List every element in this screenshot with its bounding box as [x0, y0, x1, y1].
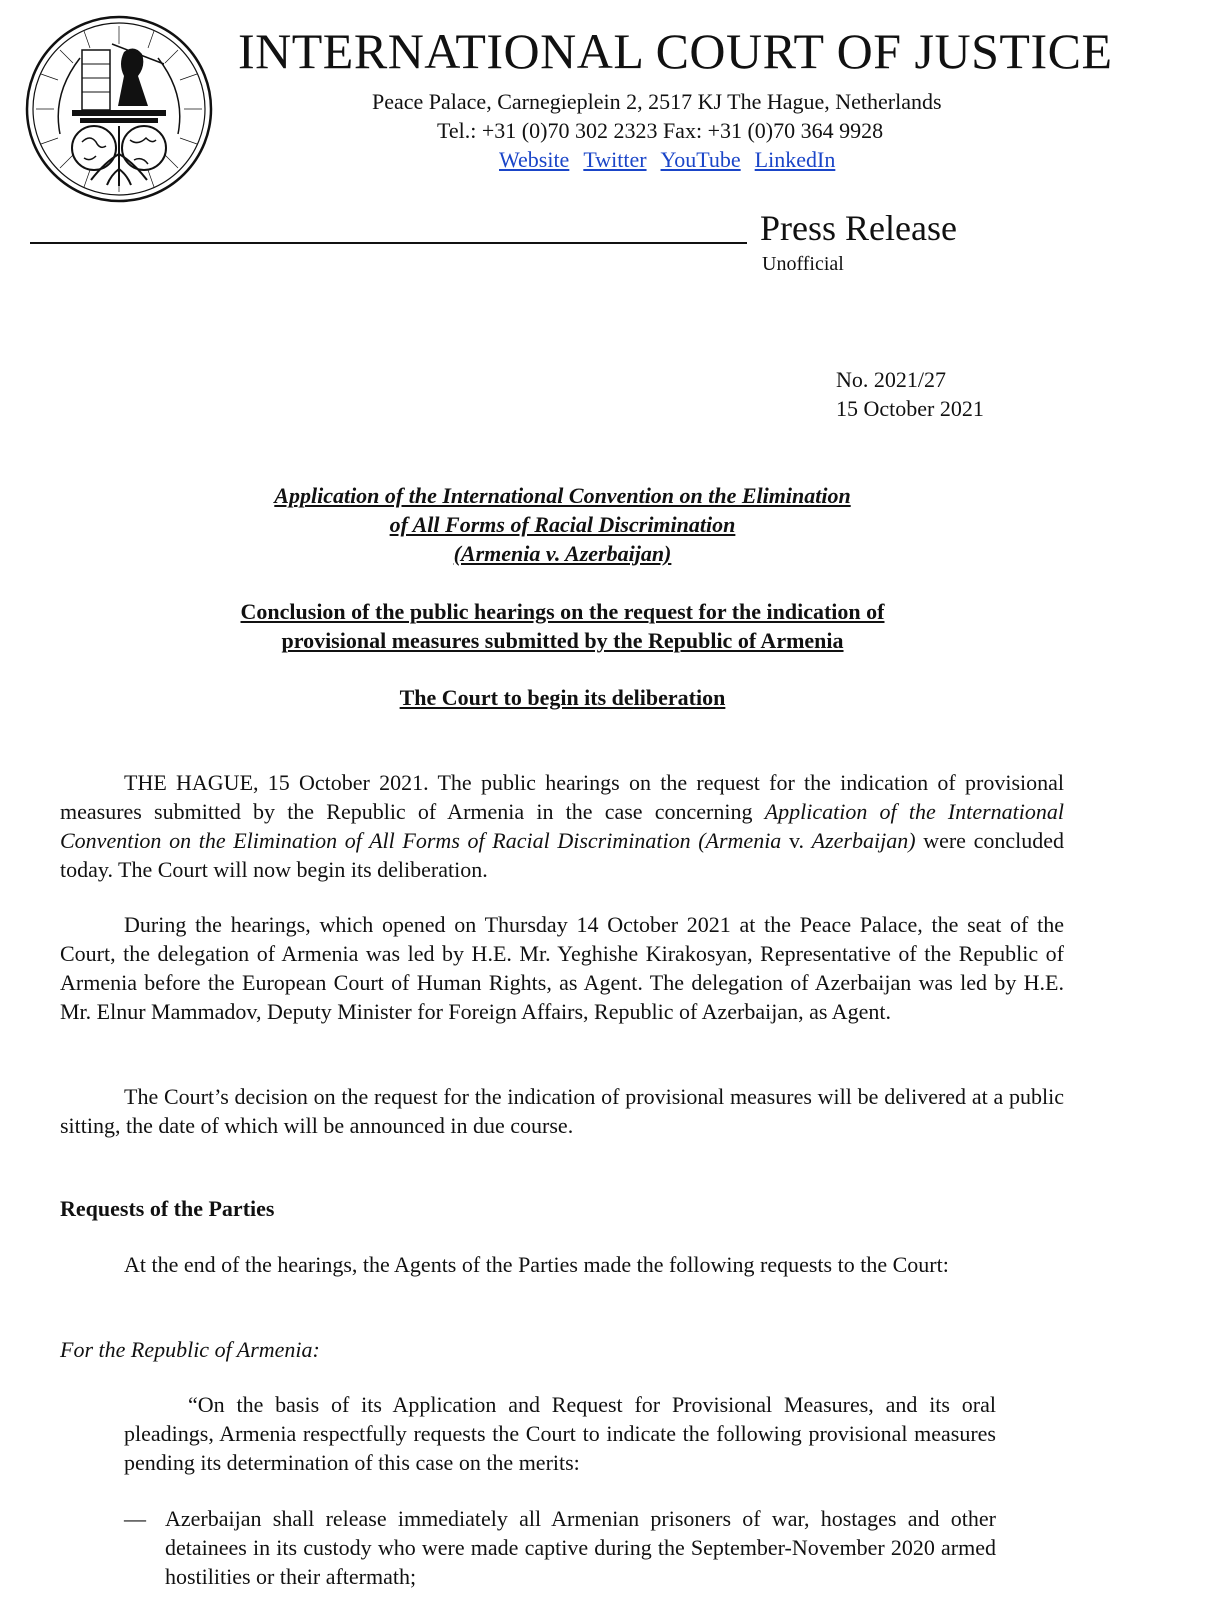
list-dash: —	[124, 1506, 146, 1531]
p1-versus: v.	[781, 828, 812, 853]
quote-text: “On the basis of its Application and Request for Provisional Measures, and its oral pleadings, Armenia respectfully requests the Court to indicate the following provisional measures pending its determination of this case on the merits:	[124, 1392, 996, 1475]
headline-line-2: provisional measures submitted by the Republic of Armenia	[281, 628, 844, 653]
paragraph-2	[60, 910, 1064, 1026]
paragraph-1	[60, 768, 1064, 884]
provisional-measure-1: Azerbaijan shall release immediately all Armenian prisoners of war, hostages and other detainees in its custody who were made captive during the September-November 2020 armed hostilities or their aftermath;	[165, 1506, 996, 1589]
p1-text-b: were concluded today. The Court will now begin its deliberation.	[60, 828, 1064, 882]
twitter-link[interactable]: Twitter	[583, 147, 647, 172]
press-release-label: Press Release	[760, 208, 957, 248]
armenia-request-quote	[124, 1390, 996, 1477]
p2-text: During the hearings, which opened on Thursday 14 October 2021 at the Peace Palace, the seat of the Court, the delegation of Armenia was led by H.E. Mr. Yeghishe Kirakosyan, Representative of the Republic of Armenia before the European Court of Human Rights, as Agent. The delegation of Azerbaijan was led by H.E. Mr. Elnur Mammadov, Deputy Minister for Foreign Affairs, Republic of Azerbaijan, as Agent.	[60, 912, 1064, 1024]
website-link[interactable]: Website	[499, 147, 570, 172]
p1-text-a: THE HAGUE, 15 October 2021. The public hearings on the request for the indication of provisional measures submitted by the Republic of Armenia in the case concerning	[60, 770, 1064, 824]
requests-intro-text: At the end of the hearings, the Agents of the Parties made the following requests to the Court:	[124, 1252, 949, 1277]
case-title-line-2: of All Forms of Racial Discrimination	[389, 512, 736, 537]
paragraph-3	[60, 1082, 1064, 1140]
p3-text: The Court’s decision on the request for the indication of provisional measures will be delivered at a public sitting, the date of which will be announced in due course.	[60, 1084, 1064, 1138]
requests-intro	[60, 1250, 949, 1279]
case-title-line-3: (Armenia v. Azerbaijan)	[453, 541, 672, 566]
headline	[0, 597, 1125, 655]
youtube-link[interactable]: YouTube	[660, 147, 741, 172]
court-address: Peace Palace, Carnegieplein 2, 2517 KJ The Hague, Netherlands	[372, 89, 942, 114]
release-number: No. 2021/27	[836, 367, 946, 392]
p1-case-name: Application of the International Convention on the Elimination of All Forms of Racial Discrimination (Armenia	[60, 799, 1064, 853]
requests-heading: Requests of the Parties	[60, 1196, 275, 1221]
court-name-heading: INTERNATIONAL COURT OF JUSTICE	[238, 23, 1113, 79]
social-links	[499, 149, 849, 171]
unofficial-label: Unofficial	[762, 253, 844, 275]
court-phone-fax: Tel.: +31 (0)70 302 2323 Fax: +31 (0)70 364 9928	[437, 118, 884, 143]
header-rule	[30, 242, 747, 244]
p1-case-name-end: Azerbaijan)	[811, 828, 916, 853]
icj-seal-emblem	[24, 14, 214, 204]
subheadline: The Court to begin its deliberation	[399, 685, 726, 710]
case-title-line-1: Application of the International Convention on the Elimination	[274, 483, 851, 508]
linkedin-link[interactable]: LinkedIn	[754, 147, 836, 172]
case-title	[0, 481, 1125, 568]
release-date: 15 October 2021	[836, 396, 984, 421]
headline-line-1: Conclusion of the public hearings on the request for the indication of	[240, 599, 885, 624]
for-armenia-label: For the Republic of Armenia:	[60, 1337, 320, 1362]
